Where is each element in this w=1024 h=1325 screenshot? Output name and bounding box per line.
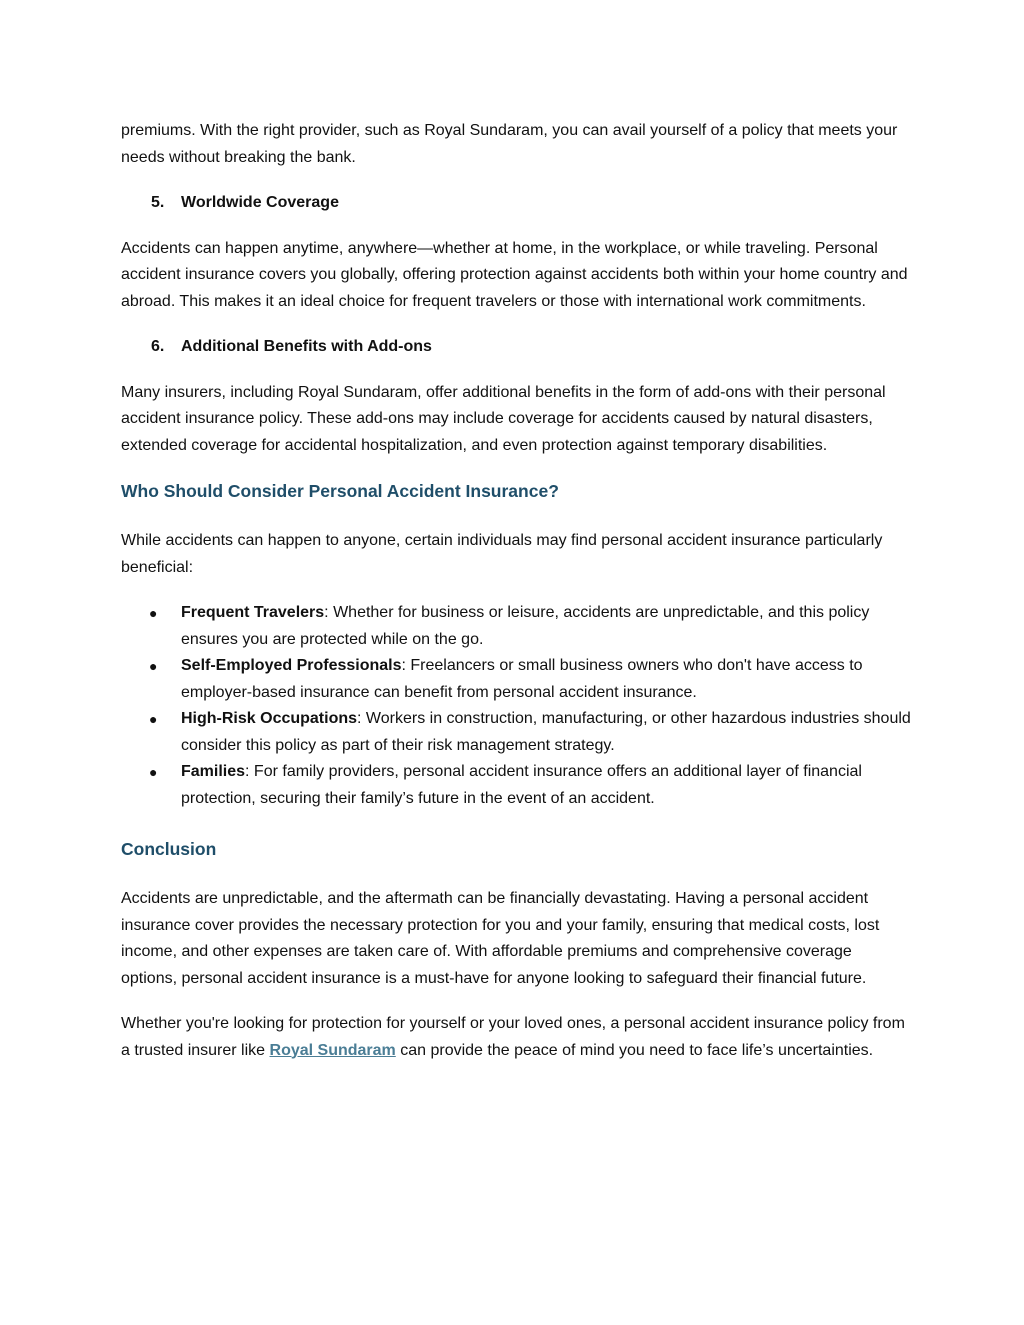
bullet-icon: ● bbox=[149, 711, 158, 727]
section-number: 6. bbox=[151, 338, 165, 355]
list-item bbox=[121, 653, 911, 706]
section-number: 5. bbox=[151, 194, 165, 211]
intro-paragraph: premiums. With the right provider, such as Royal Sundaram, you can avail yourself of a policy that meets your needs without breaking the bank. bbox=[121, 122, 898, 166]
beneficiaries-list bbox=[121, 600, 911, 812]
bullet-icon: ● bbox=[149, 605, 158, 621]
who-should-heading: Who Should Consider Personal Accident Insurance? bbox=[121, 481, 559, 501]
list-item-term: Families bbox=[181, 763, 246, 780]
bullet-icon: ● bbox=[149, 658, 158, 674]
list-item bbox=[121, 706, 911, 759]
list-item-term: Self-Employed Professionals bbox=[181, 657, 402, 674]
list-item-text: : Whether for business or leisure, accidents are unpredictable, and this policy ensures you are protected while on the go. bbox=[181, 604, 870, 648]
conclusion-heading: Conclusion bbox=[121, 839, 217, 859]
worldwide-coverage-paragraph: Accidents can happen anytime, anywhere—whether at home, in the workplace, or while traveling. Personal accident insurance covers you globally, offering protection against accidents both within your home country and abroad. This makes it an ideal choice for frequent travelers or those with international work commitments. bbox=[121, 239, 908, 310]
conclusion-paragraph-1: Accidents are unpredictable, and the aftermath can be financially devastating. Having a personal accident insurance cover provides the necessary protection for you and your family, ensuring that medical costs, lost income, and other expenses are taken care of. With affordable premiums and comprehensive coverage options, personal accident insurance is a must-have for anyone looking to safeguard their financial future. bbox=[121, 890, 880, 987]
section-heading-add-ons bbox=[121, 334, 911, 361]
list-item bbox=[121, 759, 911, 812]
who-should-intro: While accidents can happen to anyone, certain individuals may find personal accident insurance particularly beneficial: bbox=[121, 532, 883, 576]
add-ons-paragraph: Many insurers, including Royal Sundaram, offer additional benefits in the form of add-ons with their personal accident insurance policy. These add-ons may include coverage for accidents caused by natural disasters, extended coverage for accidental hospitalization, and even protection against temporary disabilities. bbox=[121, 383, 886, 454]
conclusion-paragraph-2 bbox=[121, 1011, 911, 1064]
list-item-term: Frequent Travelers bbox=[181, 604, 325, 621]
list-item-text: : For family providers, personal accident insurance offers an additional layer of financial protection, securing their family’s future in the event of an accident. bbox=[181, 763, 862, 807]
list-item-text: : Freelancers or small business owners who don't have access to employer-based insurance can benefit from personal accident insurance. bbox=[181, 657, 863, 701]
section-heading-worldwide-coverage bbox=[121, 190, 911, 217]
section-title: Worldwide Coverage bbox=[181, 194, 339, 211]
section-title: Additional Benefits with Add-ons bbox=[181, 338, 432, 355]
conclusion-text-after-link: can provide the peace of mind you need to face life’s uncertainties. bbox=[395, 1041, 874, 1059]
list-item bbox=[121, 600, 911, 653]
document-page bbox=[121, 118, 911, 1083]
royal-sundaram-link[interactable]: Royal Sundaram bbox=[269, 1041, 396, 1059]
bullet-icon: ● bbox=[149, 764, 158, 780]
conclusion-text-before-link: Whether you're looking for protection for yourself or your loved ones, a personal accident insurance policy from a trusted insurer like bbox=[121, 1015, 905, 1059]
list-item-term: High-Risk Occupations bbox=[181, 710, 358, 727]
list-item-text: : Workers in construction, manufacturing, or other hazardous industries should consider this policy as part of their risk management strategy. bbox=[181, 710, 911, 754]
